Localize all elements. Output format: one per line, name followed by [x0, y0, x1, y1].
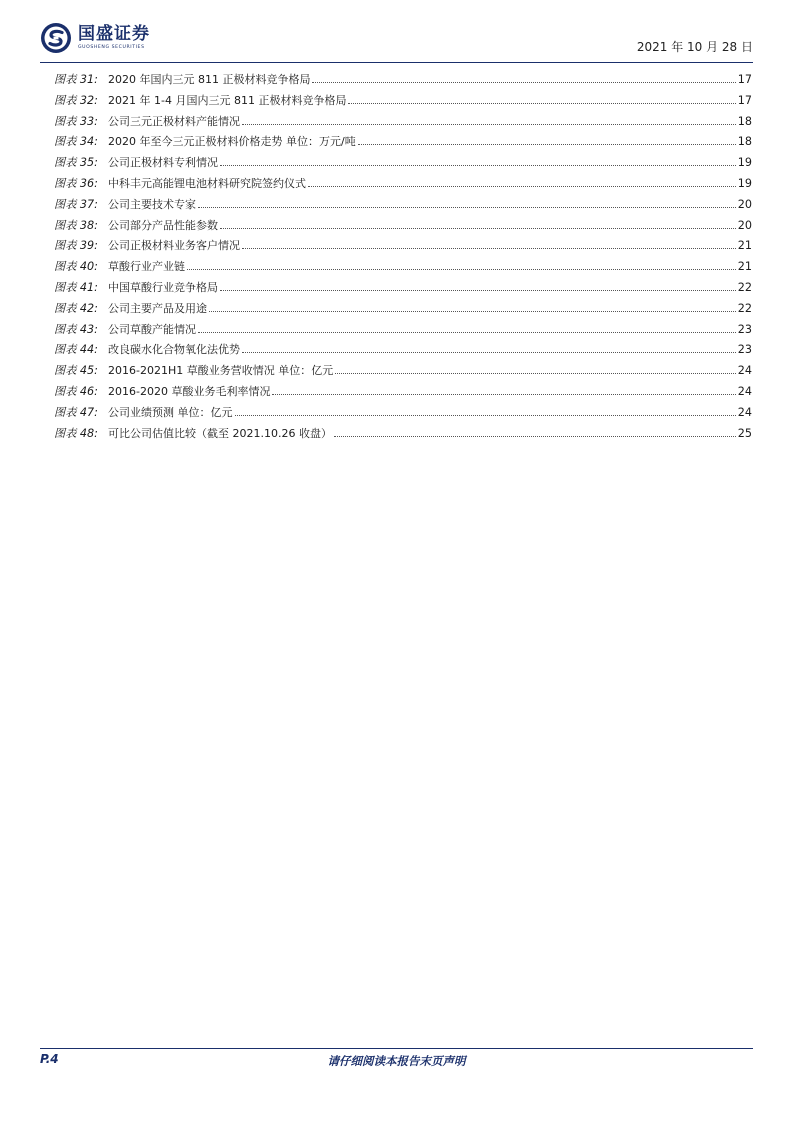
toc-dot-leader: [209, 310, 736, 312]
toc-entry[interactable]: [54, 403, 752, 424]
toc-entry-page: 18: [737, 135, 752, 149]
toc-entry-page: 24: [737, 364, 752, 378]
toc-entry[interactable]: [54, 340, 752, 361]
toc-entry[interactable]: [54, 195, 752, 216]
toc-entry-title: 可比公司估值比较（截至 2021.10.26 收盘）: [108, 426, 332, 440]
toc-entry-label: 图表 38:: [54, 218, 98, 232]
toc-entry[interactable]: [54, 278, 752, 299]
page-header: [40, 22, 753, 62]
toc-entry[interactable]: [54, 153, 752, 174]
toc-entry[interactable]: [54, 424, 752, 445]
toc-entry-title: 公司业绩预测 单位：亿元: [108, 405, 233, 419]
toc-entry-label: 图表 47:: [54, 405, 98, 419]
toc-entry-page: 17: [737, 73, 752, 86]
toc-dot-leader: [242, 247, 736, 249]
toc-dot-leader: [198, 331, 736, 333]
toc-entry-title: 中国草酸行业竞争格局: [108, 280, 218, 294]
toc-dot-leader: [242, 351, 736, 353]
toc-entry-label: 图表 37:: [54, 197, 98, 211]
toc-entry-page: 25: [737, 426, 752, 440]
toc-entry-label: 图表 42:: [54, 301, 98, 315]
toc-dot-leader: [348, 102, 735, 104]
toc-dot-leader: [358, 143, 736, 145]
page-number: P.4: [40, 1052, 59, 1066]
toc-entry[interactable]: [54, 299, 752, 320]
brand-name-en: GUOSHENG SECURITIES: [78, 45, 145, 50]
header-divider: [40, 62, 753, 63]
toc-entry-title: 公司正极材料业务客户情况: [108, 239, 240, 253]
toc-entry-title: 2020 年国内三元 811 正极材料竞争格局: [108, 73, 311, 86]
toc-entry-label: 图表 45:: [54, 364, 98, 378]
toc-entry-title: 公司三元正极材料产能情况: [108, 114, 240, 128]
toc-entry-label: 图表 36:: [54, 176, 98, 190]
toc-dot-leader: [235, 414, 736, 416]
toc-entry-title: 改良碳水化合物氧化法优势: [108, 343, 240, 357]
toc-dot-leader: [220, 289, 736, 291]
brand-name-cn: 国盛证券: [78, 24, 150, 44]
toc-entry-label: 图表 43:: [54, 322, 98, 336]
toc-entry-page: 24: [737, 405, 752, 419]
toc-entry[interactable]: [54, 91, 752, 112]
toc-entry[interactable]: [54, 70, 752, 91]
toc-entry[interactable]: [54, 236, 752, 257]
toc-dot-leader: [242, 123, 736, 125]
disclaimer-note: 请仔细阅读本报告末页声明: [327, 1054, 466, 1068]
toc-entry-label: 图表 34:: [54, 135, 98, 149]
toc-entry-page: 19: [737, 176, 752, 190]
toc-entry-label: 图表 46:: [54, 384, 98, 398]
brand-logo: [40, 22, 150, 54]
toc-entry[interactable]: [54, 216, 752, 237]
toc-entry-title: 公司主要产品及用途: [108, 301, 207, 315]
toc-entry-page: 24: [737, 384, 752, 398]
toc-dot-leader: [220, 227, 736, 229]
toc-entry-page: 20: [737, 218, 752, 232]
toc-entry[interactable]: [54, 112, 752, 133]
toc-entry-label: 图表 41:: [54, 280, 98, 294]
toc-dot-leader: [308, 185, 736, 187]
toc-entry-label: 图表 39:: [54, 239, 98, 253]
toc-entry-page: 21: [737, 239, 752, 253]
toc-entry-title: 2021 年 1-4 月国内三元 811 正极材料竞争格局: [108, 93, 347, 107]
toc-entry[interactable]: [54, 257, 752, 278]
figure-index-list: [54, 70, 752, 444]
toc-entry[interactable]: [54, 132, 752, 153]
toc-entry-label: 图表 33:: [54, 114, 98, 128]
toc-entry-title: 公司正极材料专利情况: [108, 156, 218, 170]
toc-entry-label: 图表 48:: [54, 426, 98, 440]
toc-entry-page: 17: [737, 93, 752, 107]
toc-entry-title: 2016-2020 草酸业务毛利率情况: [108, 384, 271, 398]
toc-entry[interactable]: [54, 361, 752, 382]
toc-entry-title: 2016-2021H1 草酸业务营收情况 单位：亿元: [108, 364, 334, 378]
toc-entry[interactable]: [54, 382, 752, 403]
brand-text: [78, 25, 150, 51]
toc-entry-title: 公司部分产品性能参数: [108, 218, 218, 232]
toc-entry-label: 图表 32:: [54, 93, 98, 107]
toc-entry-label: 图表 44:: [54, 343, 98, 357]
toc-entry-page: 18: [737, 114, 752, 128]
toc-entry[interactable]: [54, 174, 752, 195]
toc-dot-leader: [198, 206, 736, 208]
toc-entry-title: 公司草酸产能情况: [108, 322, 196, 336]
toc-entry-title: 草酸行业产业链: [108, 260, 185, 274]
toc-dot-leader: [187, 268, 736, 270]
toc-dot-leader: [272, 393, 735, 395]
toc-entry-page: 22: [737, 280, 752, 294]
guosheng-logo-icon: [40, 22, 72, 54]
toc-dot-leader: [335, 372, 736, 374]
toc-entry-page: 23: [737, 322, 752, 336]
toc-entry-label: 图表 35:: [54, 156, 98, 170]
toc-entry-label: 图表 40:: [54, 260, 98, 274]
toc-entry-page: 22: [737, 301, 752, 315]
toc-dot-leader: [220, 164, 736, 166]
toc-entry-title: 2020 年至今三元正极材料价格走势 单位：万元/吨: [108, 135, 356, 149]
toc-entry-page: 23: [737, 343, 752, 357]
toc-entry[interactable]: [54, 320, 752, 341]
toc-entry-page: 19: [737, 156, 752, 170]
toc-entry-label: 图表 31:: [54, 73, 98, 86]
toc-entry-page: 21: [737, 260, 752, 274]
toc-dot-leader: [334, 435, 736, 437]
toc-entry-page: 20: [737, 197, 752, 211]
report-date: 2021 年 10 月 28 日: [636, 40, 753, 54]
toc-entry-title: 公司主要技术专家: [108, 197, 196, 211]
footer-divider: [40, 1048, 753, 1049]
toc-entry-title: 中科丰元高能锂电池材料研究院签约仪式: [108, 176, 306, 190]
toc-dot-leader: [312, 81, 735, 83]
